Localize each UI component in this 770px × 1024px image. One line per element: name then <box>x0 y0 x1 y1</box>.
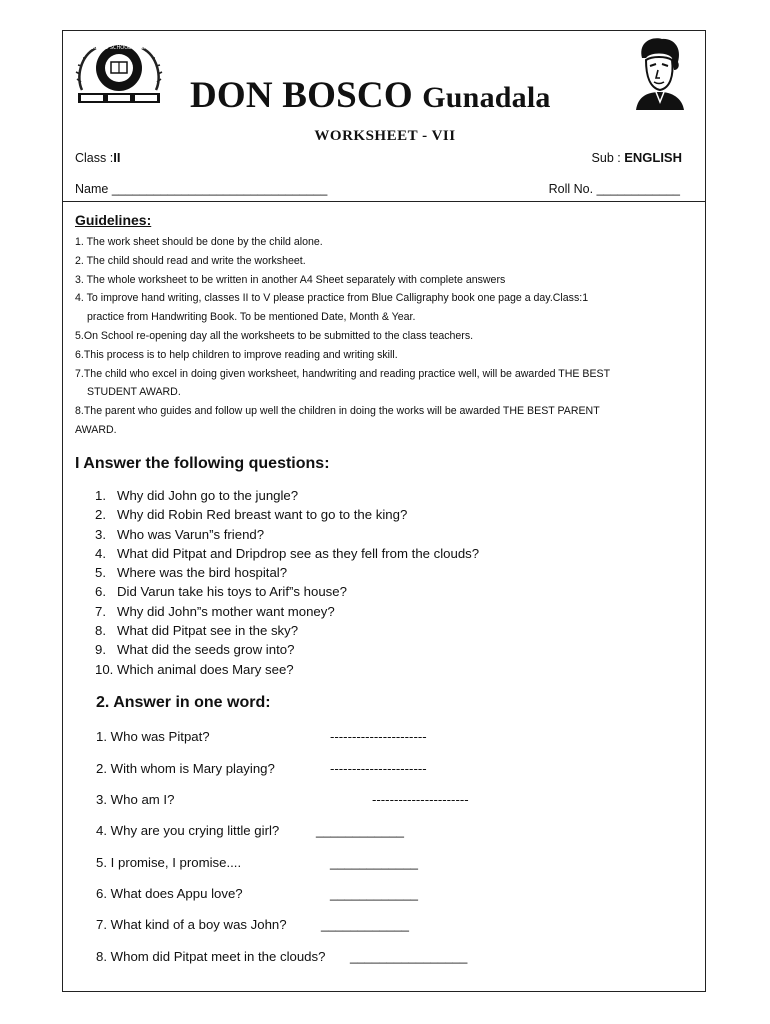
header-divider <box>63 201 705 202</box>
guidelines-list <box>75 233 695 440</box>
question-text: Why did John”s mother want money? <box>117 603 335 619</box>
guideline-line: 2. The child should read and write the worksheet. <box>75 254 306 267</box>
list-item <box>95 486 479 505</box>
list-item <box>95 544 479 563</box>
subject-value: ENGLISH <box>624 150 682 165</box>
question-number: 8. <box>95 623 106 639</box>
guideline-line: 1. The work sheet should be done by the child alone. <box>75 236 323 248</box>
list-item <box>95 602 479 621</box>
roll-number-field: Roll No. ____________ <box>548 182 680 196</box>
question-number: 9. <box>95 642 106 658</box>
one-word-question: 1. Who was Pitpat? <box>96 729 210 744</box>
question-number: 5. <box>95 565 106 581</box>
answer-blank: ____________ <box>330 855 419 870</box>
one-word-question: 4. Why are you crying little girl? <box>96 823 280 838</box>
class-label: Class : <box>75 151 114 165</box>
question-text: Did Varun take his toys to Arif”s house? <box>117 584 347 600</box>
question-text: Which animal does Mary see? <box>117 661 294 677</box>
question-number: 3. <box>95 526 106 542</box>
list-item <box>95 621 479 640</box>
school-name-main: DON BOSCO <box>190 75 413 116</box>
question-number: 10. <box>95 661 114 677</box>
guidelines-heading: Guidelines: <box>75 212 152 228</box>
question-text: Why did John go to the jungle? <box>117 488 299 503</box>
question-text: What did Pitpat and Dripdrop see as they fell from the clouds? <box>117 545 480 561</box>
class-value: II <box>113 150 121 165</box>
question-text: What did the seeds grow into? <box>117 642 295 658</box>
list-item <box>95 582 479 601</box>
class-info <box>75 150 120 165</box>
guideline-line: 5.On School re-opening day all the worksheets to be submitted to the class teachers. <box>75 329 474 342</box>
guideline-line: practice from Handwriting Book. To be mentioned Date, Month & Year. <box>87 311 416 324</box>
question-text: What did Pitpat see in the sky? <box>117 623 299 639</box>
list-item <box>95 563 479 582</box>
question-number: 7. <box>95 603 106 619</box>
guideline-line: 3. The whole worksheet to be written in another A4 Sheet separately with complete answers <box>75 273 506 286</box>
answer-blank: ____________ <box>330 886 419 901</box>
one-word-question: 8. Whom did Pitpat meet in the clouds? <box>96 949 326 964</box>
worksheet-title: WORKSHEET - VII <box>314 128 456 144</box>
answer-blank: ---------------------- <box>330 729 427 744</box>
answer-blank: ____________ <box>316 823 405 838</box>
list-item <box>95 660 479 679</box>
list-item <box>95 505 479 524</box>
answer-blank: ---------------------- <box>330 761 427 776</box>
one-word-question: 5. I promise, I promise.... <box>96 855 242 870</box>
list-item <box>95 640 479 659</box>
subject-label: Sub : <box>591 151 625 165</box>
question-text: Where was the bird hospital? <box>117 565 288 581</box>
section1-question-list <box>95 486 479 679</box>
guideline-line: 6.This process is to help children to improve reading and writing skill. <box>75 348 398 361</box>
one-word-question: 6. What does Appu love? <box>96 886 243 901</box>
founder-portrait <box>630 36 686 110</box>
question-text: Why did Robin Red breast want to go to the king? <box>117 507 408 523</box>
question-number: 2. <box>95 507 106 523</box>
section1-heading: I Answer the following questions: <box>75 455 330 472</box>
school-name <box>190 74 551 117</box>
answer-blank: ____________ <box>321 917 410 932</box>
guideline-line: STUDENT AWARD. <box>87 386 181 399</box>
guideline-line: 7.The child who excel in doing given worksheet, handwriting and reading practice well, will be awarded THE BEST <box>75 367 611 380</box>
guideline-line: AWARD. <box>75 423 117 436</box>
answer-blank: ---------------------- <box>372 792 469 807</box>
name-field: Name _______________________________ <box>75 182 328 196</box>
section2-heading: 2. Answer in one word: <box>96 694 271 711</box>
one-word-question: 3. Who am I? <box>96 792 175 807</box>
question-number: 4. <box>95 545 106 561</box>
answer-blank: ________________ <box>350 949 468 964</box>
question-text: Who was Varun”s friend? <box>117 526 265 542</box>
school-logo <box>74 38 164 108</box>
list-item <box>95 525 479 544</box>
question-number: 1. <box>95 488 106 503</box>
school-name-place: Gunadala <box>422 81 551 114</box>
subject-info <box>592 150 682 165</box>
one-word-question: 2. With whom is Mary playing? <box>96 761 275 776</box>
guideline-line: 4. To improve hand writing, classes II to V please practice from Blue Calligraphy book one page a day.Class:1 <box>75 292 589 305</box>
question-number: 6. <box>95 584 106 600</box>
one-word-question: 7. What kind of a boy was John? <box>96 917 287 932</box>
guideline-line: 8.The parent who guides and follow up well the children in doing the works will be awarded THE BEST PARENT <box>75 405 600 418</box>
svg-text:DON BOSCO SCHOOL GUNADALA: DON BOSCO SCHOOL GUNADALA <box>77 45 161 51</box>
